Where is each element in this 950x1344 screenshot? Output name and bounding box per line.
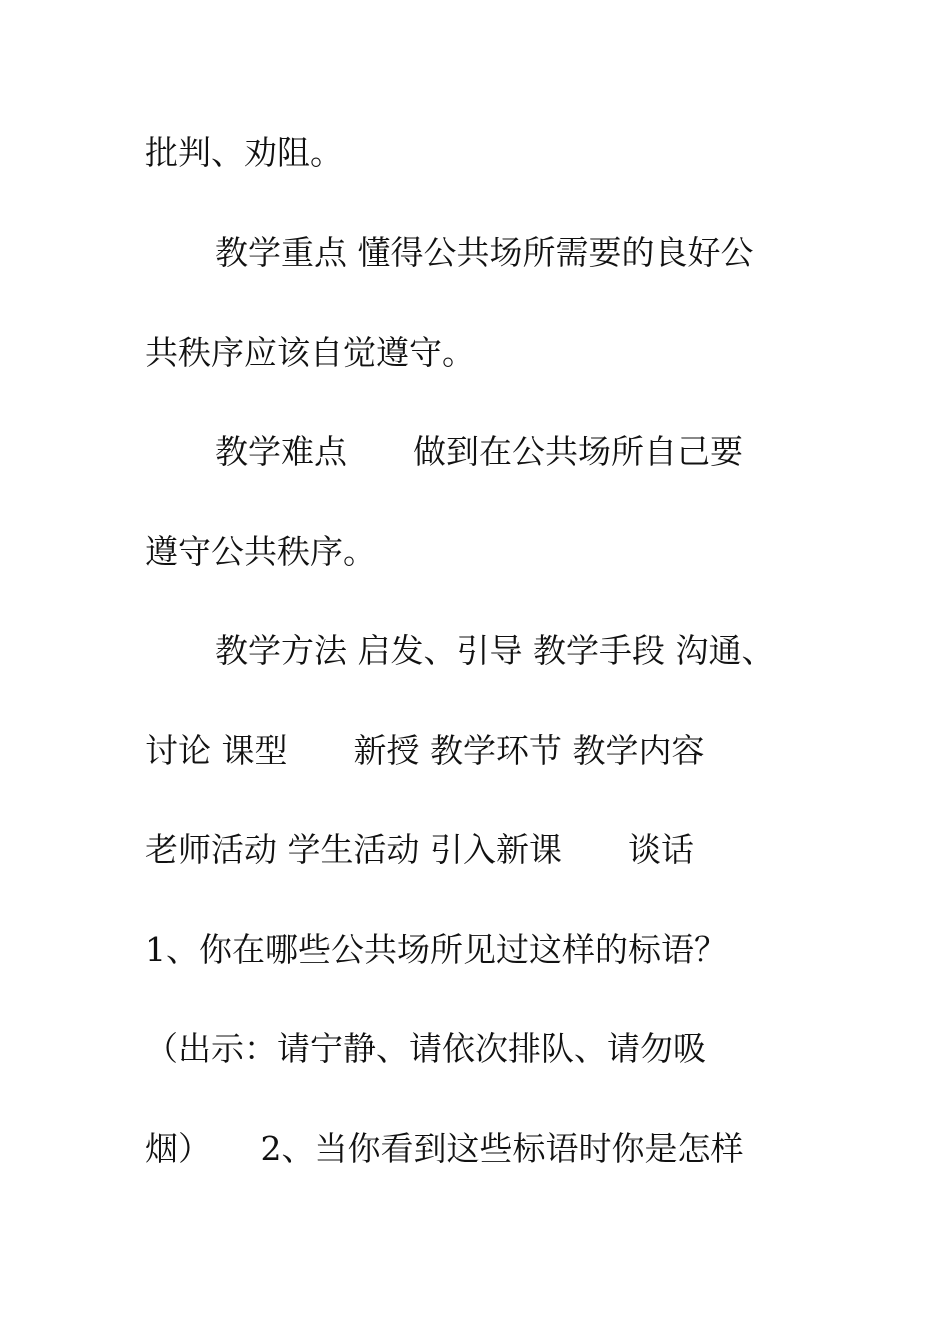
text-line-9: 1、你在哪些公共场所见过这样的标语？ xyxy=(145,930,727,969)
text-line-2: 教学重点 懂得公共场所需要的良好公 xyxy=(215,233,754,272)
text-line-3: 共秩序应该自觉遵守。 xyxy=(145,333,475,372)
text-line-1: 批判、劝阻。 xyxy=(145,133,343,172)
text-line-7: 讨论 课型 新授 教学环节 教学内容 xyxy=(145,731,705,770)
text-line-5: 遵守公共秩序。 xyxy=(145,532,376,571)
text-line-6: 教学方法 启发、引导 教学手段 沟通、 xyxy=(215,631,775,670)
text-line-8: 老师活动 学生活动 引入新课 谈话 xyxy=(145,830,694,869)
text-line-10: （出示：请宁静、请依次排队、请勿吸 xyxy=(145,1029,706,1068)
text-line-11: 烟） 2、当你看到这些标语时你是怎样 xyxy=(145,1129,744,1168)
text-line-4: 教学难点 做到在公共场所自己要 xyxy=(215,432,743,471)
